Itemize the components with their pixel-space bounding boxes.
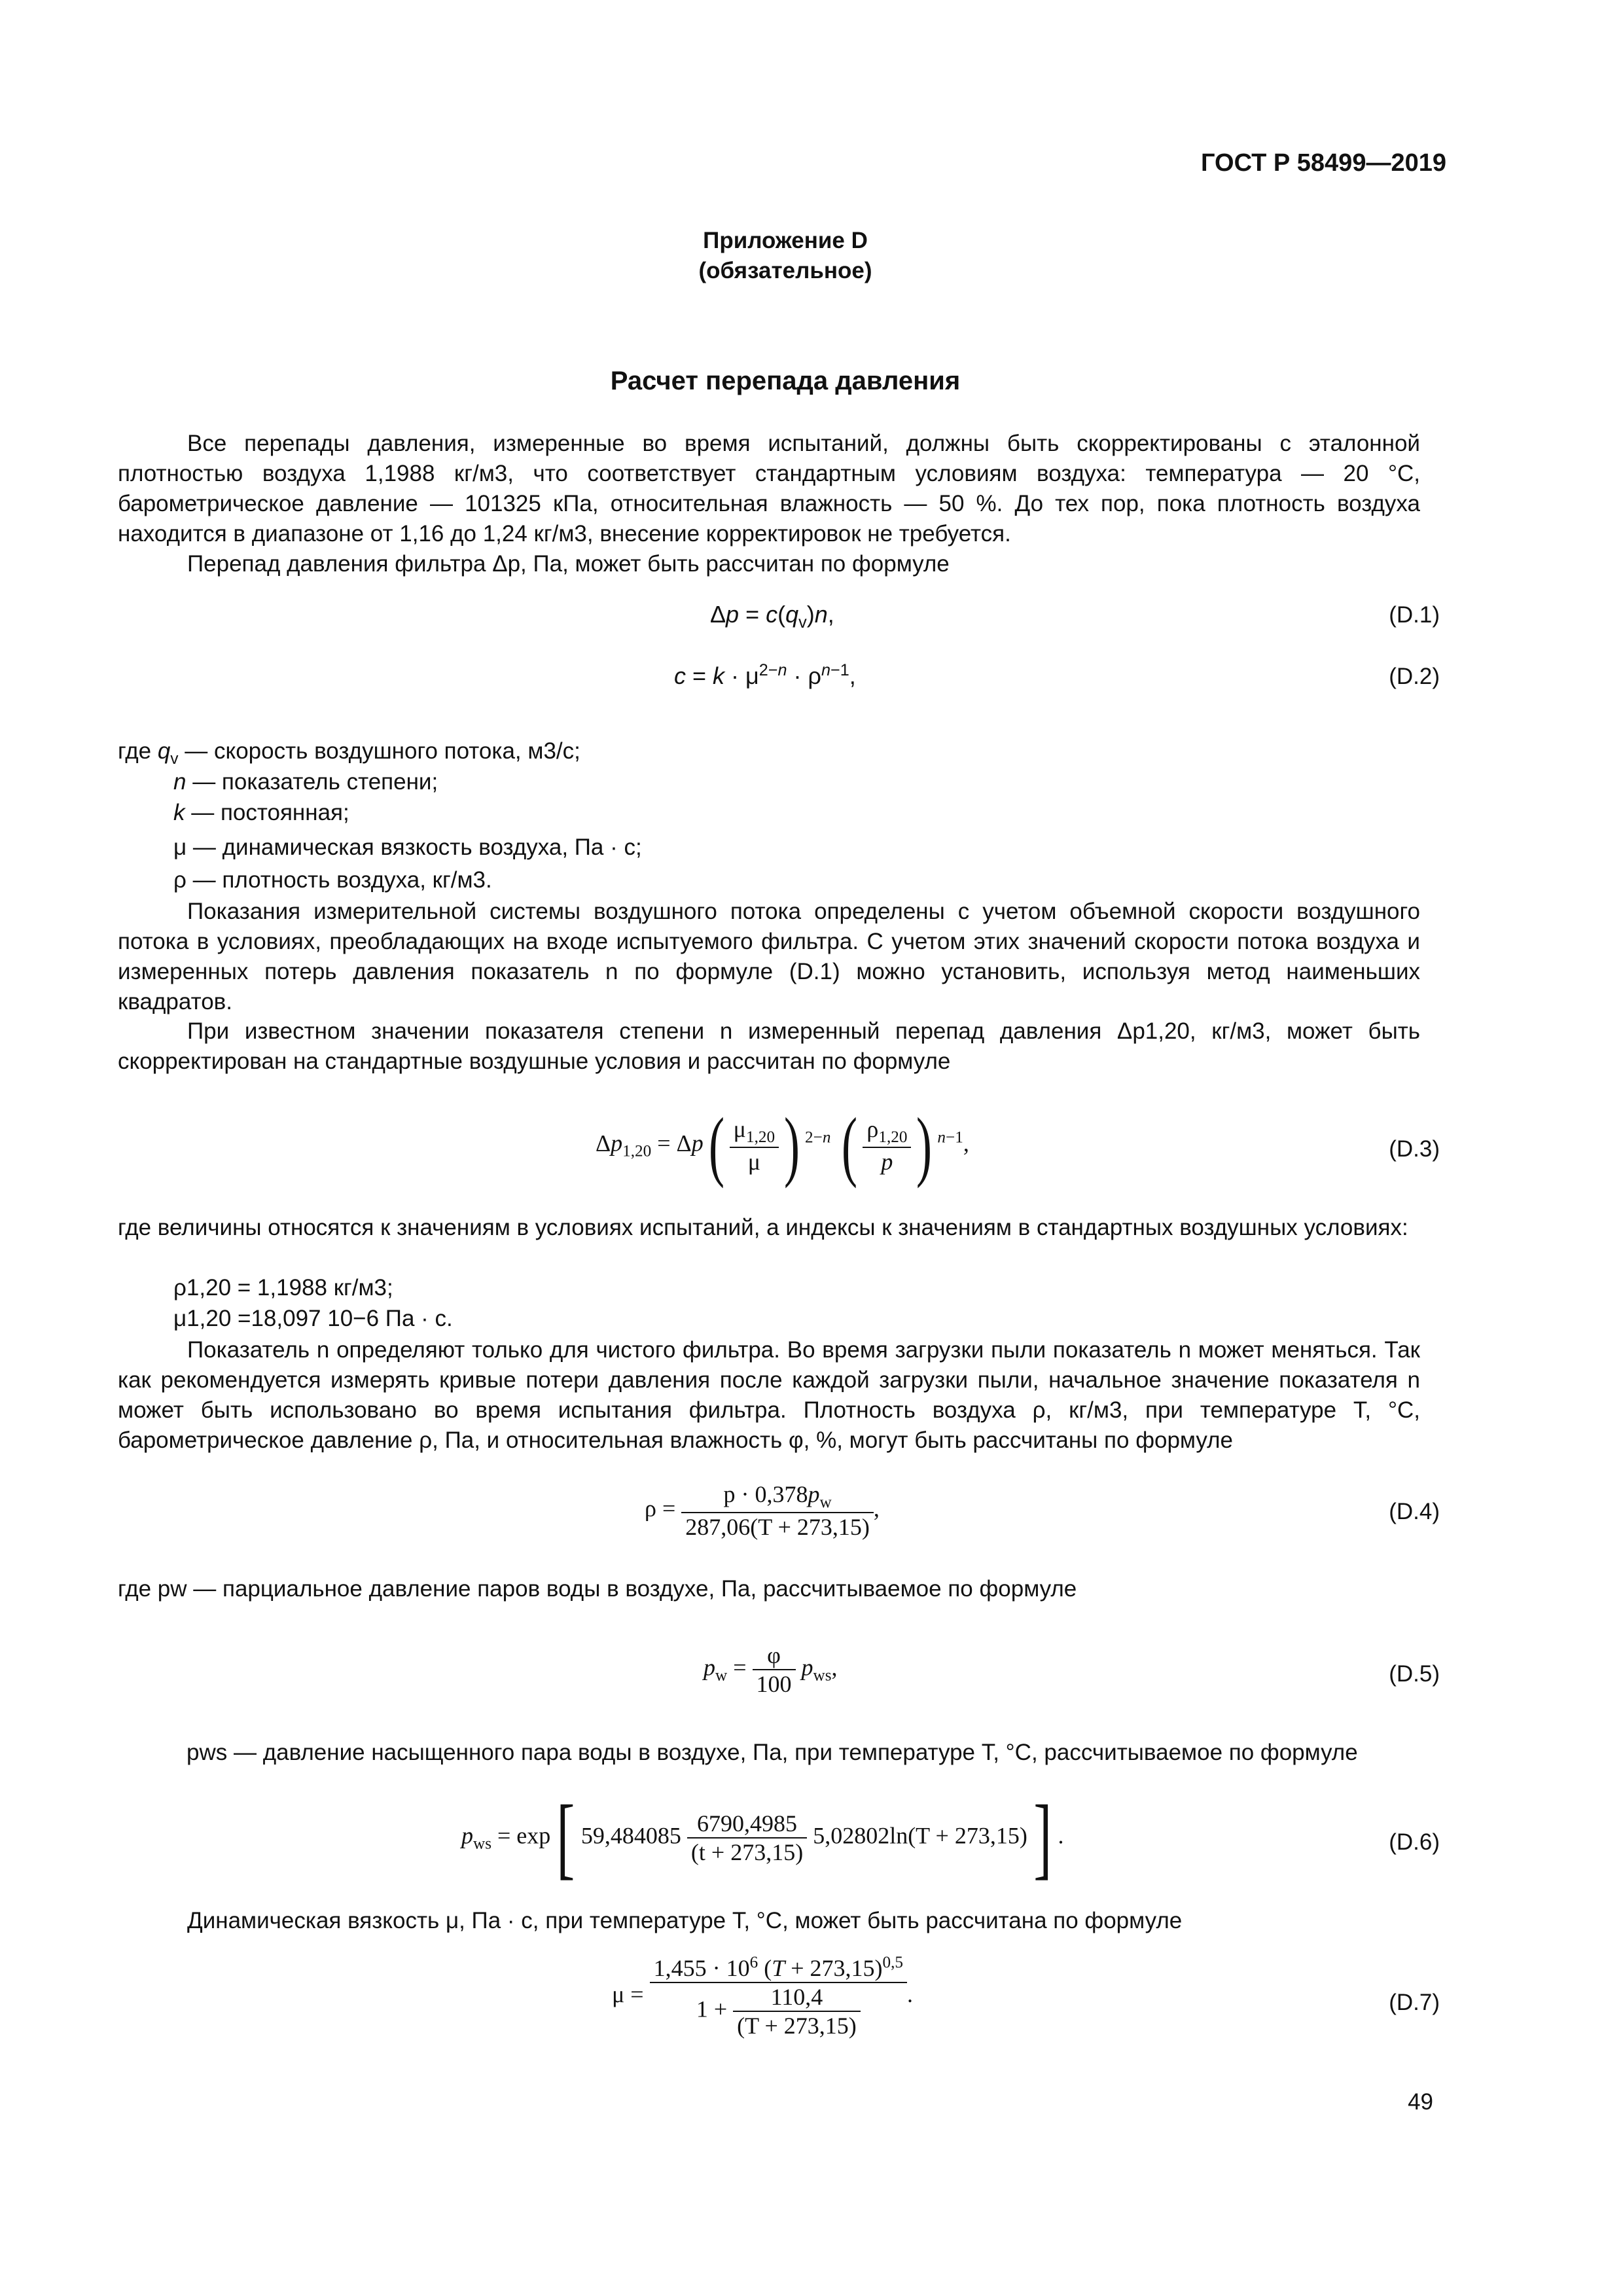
equation-d7: μ = $1,455 \cdot 10^6$ $(T + 273,15)^{0,5}$ 1 + $\frac{110,4}{(T + 273,15)}$ . [612, 1954, 914, 2039]
equation-d3: $\Delta p_{1,20} = \Delta p$( $\frac{\mu_{1,20}}{\mu}$ ) $^{2-n}$ ( $\frac{\rho_{1,20}}{p}$ ) $^{n-1}$, [596, 1102, 969, 1189]
d7-numerator: $1,455 \cdot 10^6$ $(T + 273,15)^{0,5}$ [650, 1954, 907, 1983]
paragraph-intro: Все перепады давления, измеренные во время испытаний, должны быть скорректированы с эталонной плотностью воздуха 1,1988 кг/м3, что соответствует стандартным условиям воздуха: температура — 20 °С, барометрическое давление — 101325 кПа, относительная влажность — 50 %. До тех пор, пока плотность воздуха находится в диапазоне от 1,16 до 1,24 кг/м3, внесение корректировок не требуется. [118, 431, 1420, 547]
equation-d2: $c = k \cdot \mu^{2-n} \cdot \rho^{n-1}$, [674, 661, 856, 689]
paragraph-correction: При известном значении показателя степени n измеренный перепад давления Δp1,20, кг/м3, может быть скорректирован на стандартные воздушные условия и рассчитан по формуле [118, 1018, 1420, 1074]
paragraph-viscosity: Динамическая вязкость μ, Па · с, при температуре T, °C, может быть рассчитана по формуле [187, 1908, 1183, 1933]
equation-code-d1: (D.1) [1389, 602, 1440, 628]
mu-standard: μ1,20 =18,097 10−6 Па · с. [173, 1306, 453, 1331]
d4-numerator: $p \cdot 0,378p_w$ [681, 1480, 874, 1513]
equation-d4: ρ = $\frac{p \cdot 0,378p_w}{287,06(T + 273,15)}$ , [645, 1481, 880, 1541]
equation-d5: $p_w$ = $\frac{\varphi}{100}$ $p_{ws}$, [704, 1642, 838, 1697]
equation-code-d2: (D.2) [1389, 664, 1440, 689]
equation-d1: $\Delta p = c(q_v)n$, [710, 601, 834, 632]
paragraph-measurement: Показания измерительной системы воздушного потока определены с учетом объемной скорости воздушного потока в условиях, преобладающих на входе испытуемого фильтра. С учетом этих значений скорости потока воздуха и измеренных потерь давления показатель n по формуле (D.1) можно установить, используя метод наименьших квадратов. [118, 899, 1420, 1014]
paragraph-saturation: pws — давление насыщенного пара воды в воздухе, Па, при температуре T, °C, рассчитываемое по формуле [187, 1740, 1358, 1765]
paragraph-standard-conditions: где величины относятся к значениям в условиях испытаний, а индексы к значениям в стандартных воздушных условиях: [118, 1215, 1408, 1240]
appendix-title: Приложение D [703, 228, 868, 253]
equation-code-d4: (D.4) [1389, 1499, 1440, 1524]
appendix-status: (обязательное) [698, 258, 872, 283]
paragraph-partial-pressure: где pw — парциальное давление паров воды в воздухе, Па, рассчитываемое по формуле [118, 1576, 1077, 1602]
equation-code-d3: (D.3) [1389, 1136, 1440, 1162]
legend-mu: μ — динамическая вязкость воздуха, Па · с; [173, 834, 642, 860]
page-number: 49 [1408, 2089, 1433, 2115]
equation-d6: $p_{ws} = \exp$[ 59,484085 $\frac{6790,4985}{(t + 273,15)}$ 5,02802ln(T + 273,15)] . [461, 1787, 1064, 1888]
section-title: Расчет перепада давления [610, 367, 961, 395]
rho-standard: ρ1,20 = 1,1988 кг/м3; [173, 1275, 393, 1300]
d7-denominator: 1 + $\frac{110,4}{(T + 273,15)}$ [650, 1983, 907, 2039]
equation-code-d6: (D.6) [1389, 1829, 1440, 1855]
legend-k: k — постоянная; [173, 800, 349, 825]
legend-rho: ρ — плотность воздуха, кг/м3. [173, 867, 492, 893]
paragraph-formula-intro: Перепад давления фильтра Δp, Па, может быть рассчитан по формуле [187, 551, 950, 577]
document-code: ГОСТ Р 58499—2019 [1201, 149, 1446, 177]
equation-code-d7: (D.7) [1389, 1990, 1440, 2015]
d4-denominator: 287,06(T + 273,15) [685, 1514, 870, 1541]
equation-code-d5: (D.5) [1389, 1661, 1440, 1687]
legend-n: n — показатель степени; [173, 769, 438, 795]
legend-qv: где $q_v$ — скорость воздушного потока, м3/с; [118, 738, 580, 768]
paragraph-exponent: Показатель n определяют только для чистого фильтра. Во время загрузки пыли показатель n может меняться. Так как рекомендуется измерять кривые потери давления после каждой загрузки пыли, начальное значение показателя n может быть использовано во время испытания фильтра. Плотность воздуха ρ, кг/м3, при температуре T, °C, барометрическое давление ρ, Па, и относительная влажность φ, %, могут быть рассчитаны по формуле [118, 1337, 1420, 1453]
